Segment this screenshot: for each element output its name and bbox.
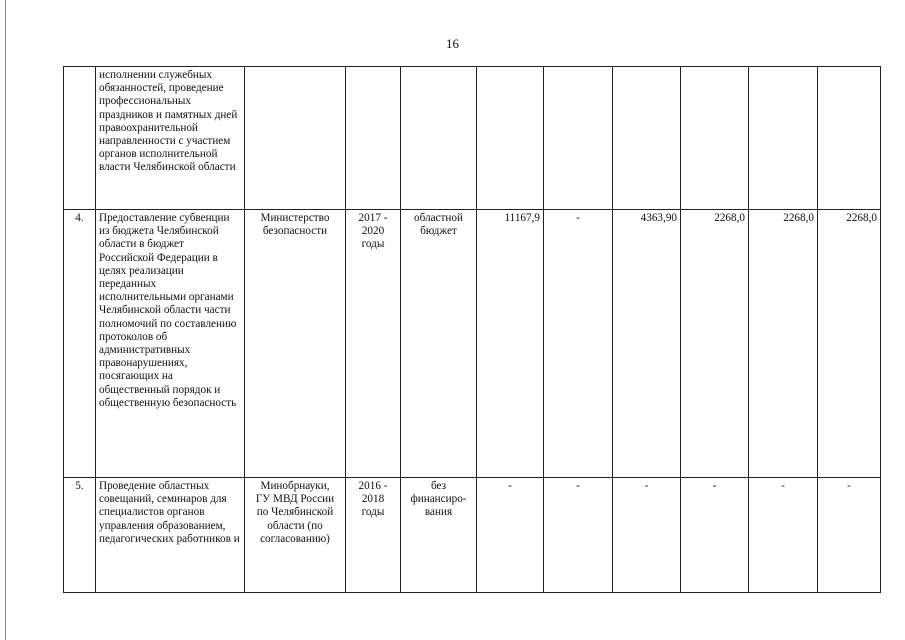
total-amount-cell: 11167,9: [477, 210, 544, 478]
year-2020-cell: 2268,0: [818, 210, 881, 478]
year-2016-cell: [544, 67, 613, 210]
row-number-cell: [64, 67, 96, 210]
executor-cell: Министерство безопасности: [245, 210, 346, 478]
executor-cell: Минобрнауки, ГУ МВД России по Челябинской области (по согласованию): [245, 478, 346, 593]
table-row: [64, 210, 881, 478]
funding-source-cell: [401, 67, 477, 210]
total-amount-cell: -: [477, 478, 544, 593]
year-2016-cell: -: [544, 478, 613, 593]
year-2020-cell: -: [818, 478, 881, 593]
program-measures-table: [63, 66, 881, 593]
measure-description-cell: Предоставление субвенции из бюджета Челябинской области в бюджет Российской Федерации в целях реализации переданных исполнительными органами Челябинской области части полномочий по составлению протоколов об административных правонарушениях, посягающих на общественный порядок и общественную безопасность: [96, 210, 245, 478]
funding-source-cell: без финансиро- вания: [401, 478, 477, 593]
measure-description-cell: Проведение областных совещаний, семинаров для специалистов органов управления образованием, педагогических работников и: [96, 478, 245, 593]
funding-source-cell: областной бюджет: [401, 210, 477, 478]
year-2019-cell: -: [749, 478, 818, 593]
year-2017-cell: [613, 67, 681, 210]
year-2018-cell: [681, 67, 749, 210]
row-number-cell: 4.: [64, 210, 96, 478]
year-2018-cell: -: [681, 478, 749, 593]
year-2019-cell: [749, 67, 818, 210]
period-cell: [346, 67, 401, 210]
period-cell: 2017 - 2020 годы: [346, 210, 401, 478]
year-2018-cell: 2268,0: [681, 210, 749, 478]
year-2017-cell: -: [613, 478, 681, 593]
row-number-cell: 5.: [64, 478, 96, 593]
executor-cell: [245, 67, 346, 210]
page-number: 16: [446, 36, 459, 51]
year-2016-cell: -: [544, 210, 613, 478]
page-left-edge-line: [5, 0, 6, 640]
year-2019-cell: 2268,0: [749, 210, 818, 478]
year-2020-cell: [818, 67, 881, 210]
total-amount-cell: [477, 67, 544, 210]
table-row: [64, 67, 881, 210]
period-cell: 2016 - 2018 годы: [346, 478, 401, 593]
table-row: [64, 478, 881, 593]
year-2017-cell: 4363,90: [613, 210, 681, 478]
measure-description-cell: исполнении служебных обязанностей, проведение профессиональных праздников и памятных дней правоохранительной направленности с участием органов исполнительной власти Челябинской области: [96, 67, 245, 210]
